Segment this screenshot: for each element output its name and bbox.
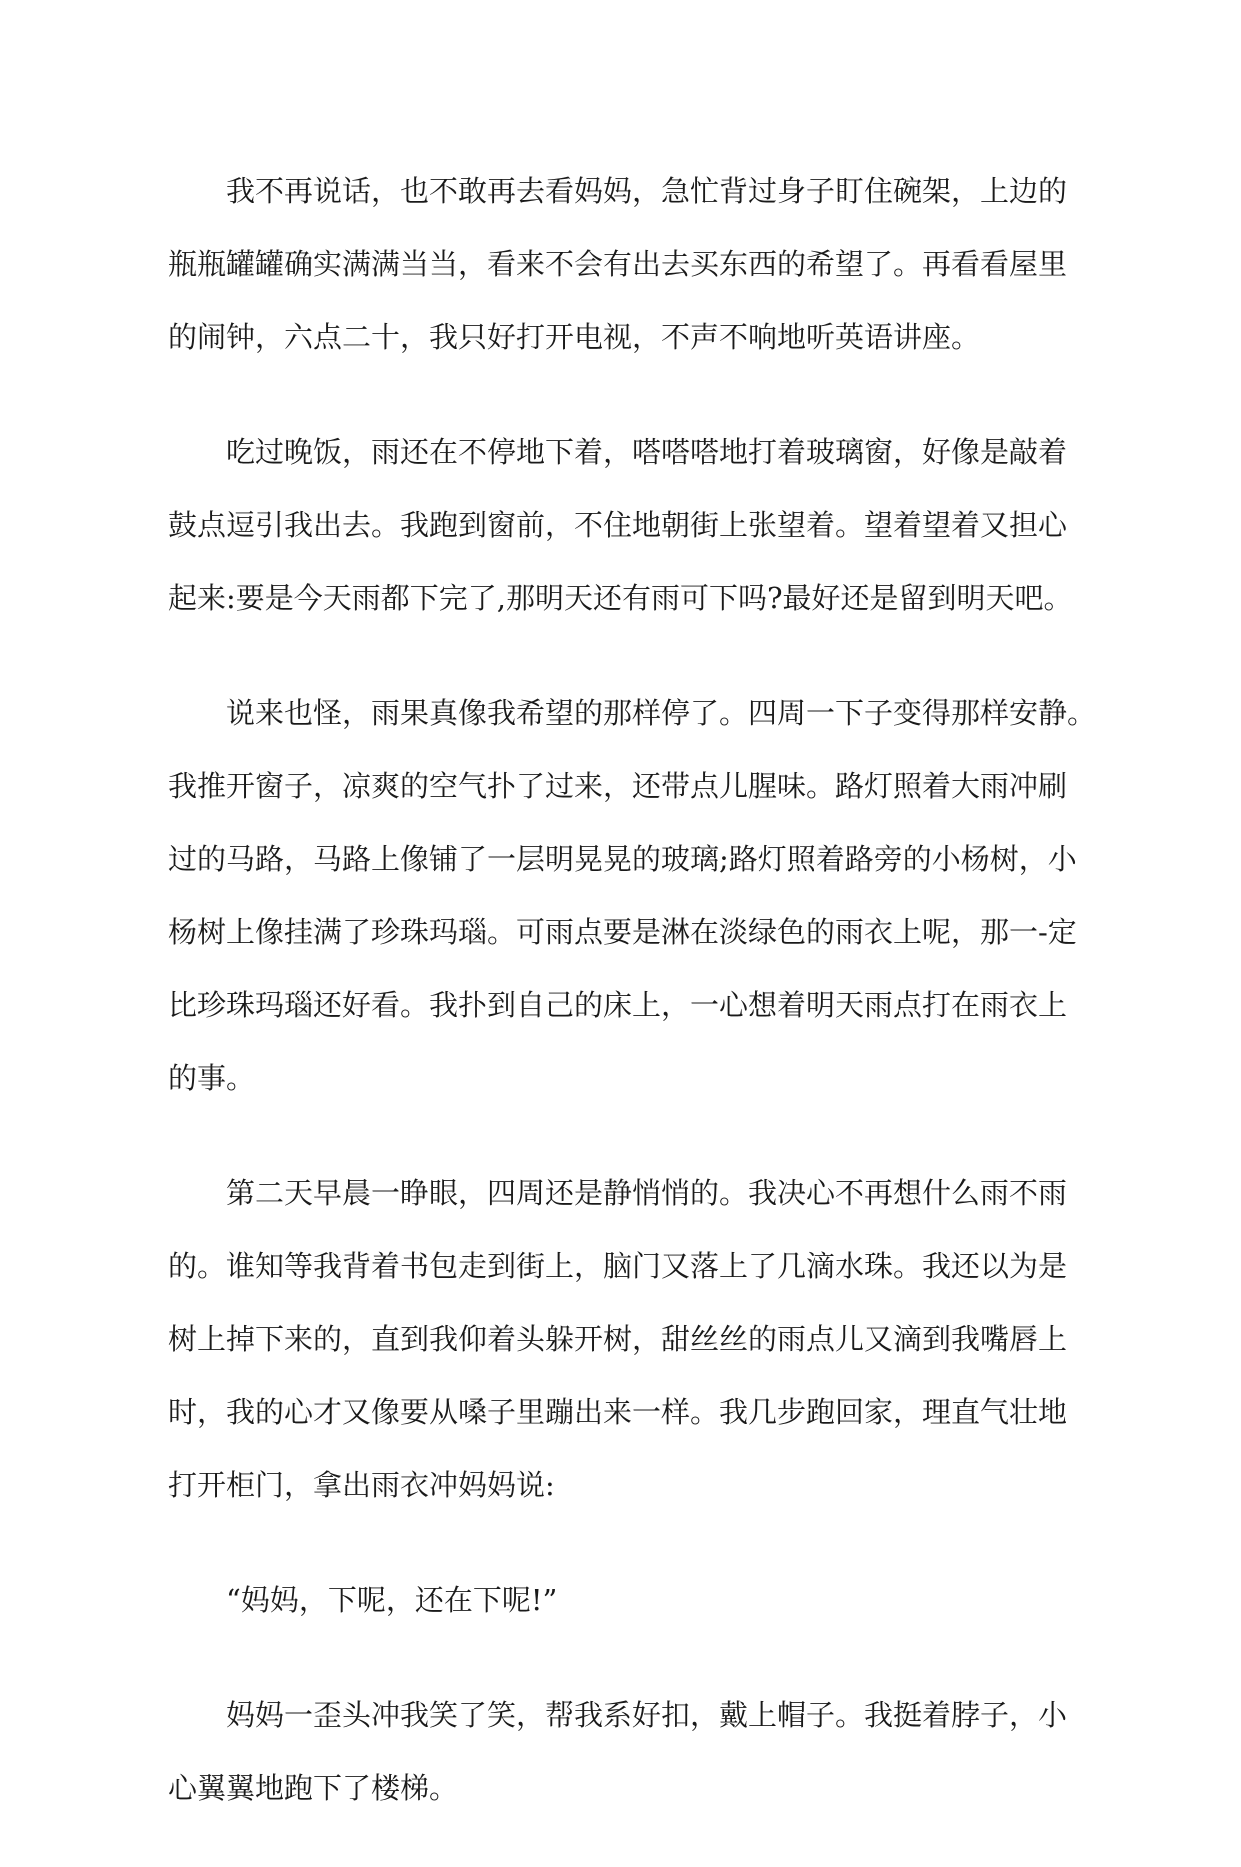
text-line: 妈妈一歪头冲我笑了笑，帮我系好扣，戴上帽子。我挺着脖子，小 — [226, 1698, 1068, 1732]
text-line: 第二天早晨一睁眼，四周还是静悄悄的。我决心不再想什么雨不雨 — [226, 1176, 1068, 1210]
text-line: 说来也怪，雨果真像我希望的那样停了。四周一下子变得那样安静。 — [226, 696, 1097, 730]
paragraph-1 — [168, 155, 1080, 374]
text-line: 的闹钟，六点二十，我只好打开电视，不声不响地听英语讲座。 — [168, 320, 981, 354]
text-line: 比珍珠玛瑙还好看。我扑到自己的床上，一心想着明天雨点打在雨衣上 — [168, 988, 1068, 1022]
paragraph-5-dialogue — [168, 1564, 1080, 1637]
text-line: 的事。 — [168, 1061, 256, 1095]
text-line: 吃过晚饭，雨还在不停地下着，嗒嗒嗒地打着玻璃窗，好像是敲着 — [226, 435, 1068, 469]
text-line: “妈妈，下呢，还在下呢!” — [226, 1583, 558, 1617]
text-line: 杨树上像挂满了珍珠玛瑙。可雨点要是淋在淡绿色的雨衣上呢，那一-定 — [168, 915, 1077, 949]
text-line: 打开柜门，拿出雨衣冲妈妈说: — [168, 1468, 555, 1502]
text-line: 瓶瓶罐罐确实满满当当，看来不会有出去买东西的希望了。再看看屋里 — [168, 247, 1068, 281]
paragraph-4 — [168, 1157, 1080, 1522]
text-line: 的。谁知等我背着书包走到街上，脑门又落上了几滴水珠。我还以为是 — [168, 1249, 1068, 1283]
text-line: 心翼翼地跑下了楼梯。 — [168, 1771, 459, 1805]
text-line: 过的马路，马路上像铺了一层明晃晃的玻璃;路灯照着路旁的小杨树，小 — [168, 842, 1077, 876]
body-text — [168, 155, 1097, 1867]
text-line: 起来:要是今天雨都下完了,那明天还有雨可下吗?最好还是留到明天吧。 — [168, 581, 1073, 615]
paragraph-2 — [168, 416, 1080, 635]
text-line: 时，我的心才又像要从嗓子里蹦出来一样。我几步跑回家，理直气壮地 — [168, 1395, 1068, 1429]
text-line: 树上掉下来的，直到我仰着头躲开树，甜丝丝的雨点儿又滴到我嘴唇上 — [168, 1322, 1068, 1356]
text-line: 鼓点逗引我出去。我跑到窗前，不住地朝街上张望着。望着望着又担心 — [168, 508, 1068, 542]
paragraph-6 — [168, 1679, 1080, 1825]
paragraph-3 — [168, 677, 1097, 1115]
text-line: 我不再说话，也不敢再去看妈妈，急忙背过身子盯住碗架，上边的 — [226, 174, 1068, 208]
text-line: 我推开窗子，凉爽的空气扑了过来，还带点儿腥味。路灯照着大雨冲刷 — [168, 769, 1068, 803]
